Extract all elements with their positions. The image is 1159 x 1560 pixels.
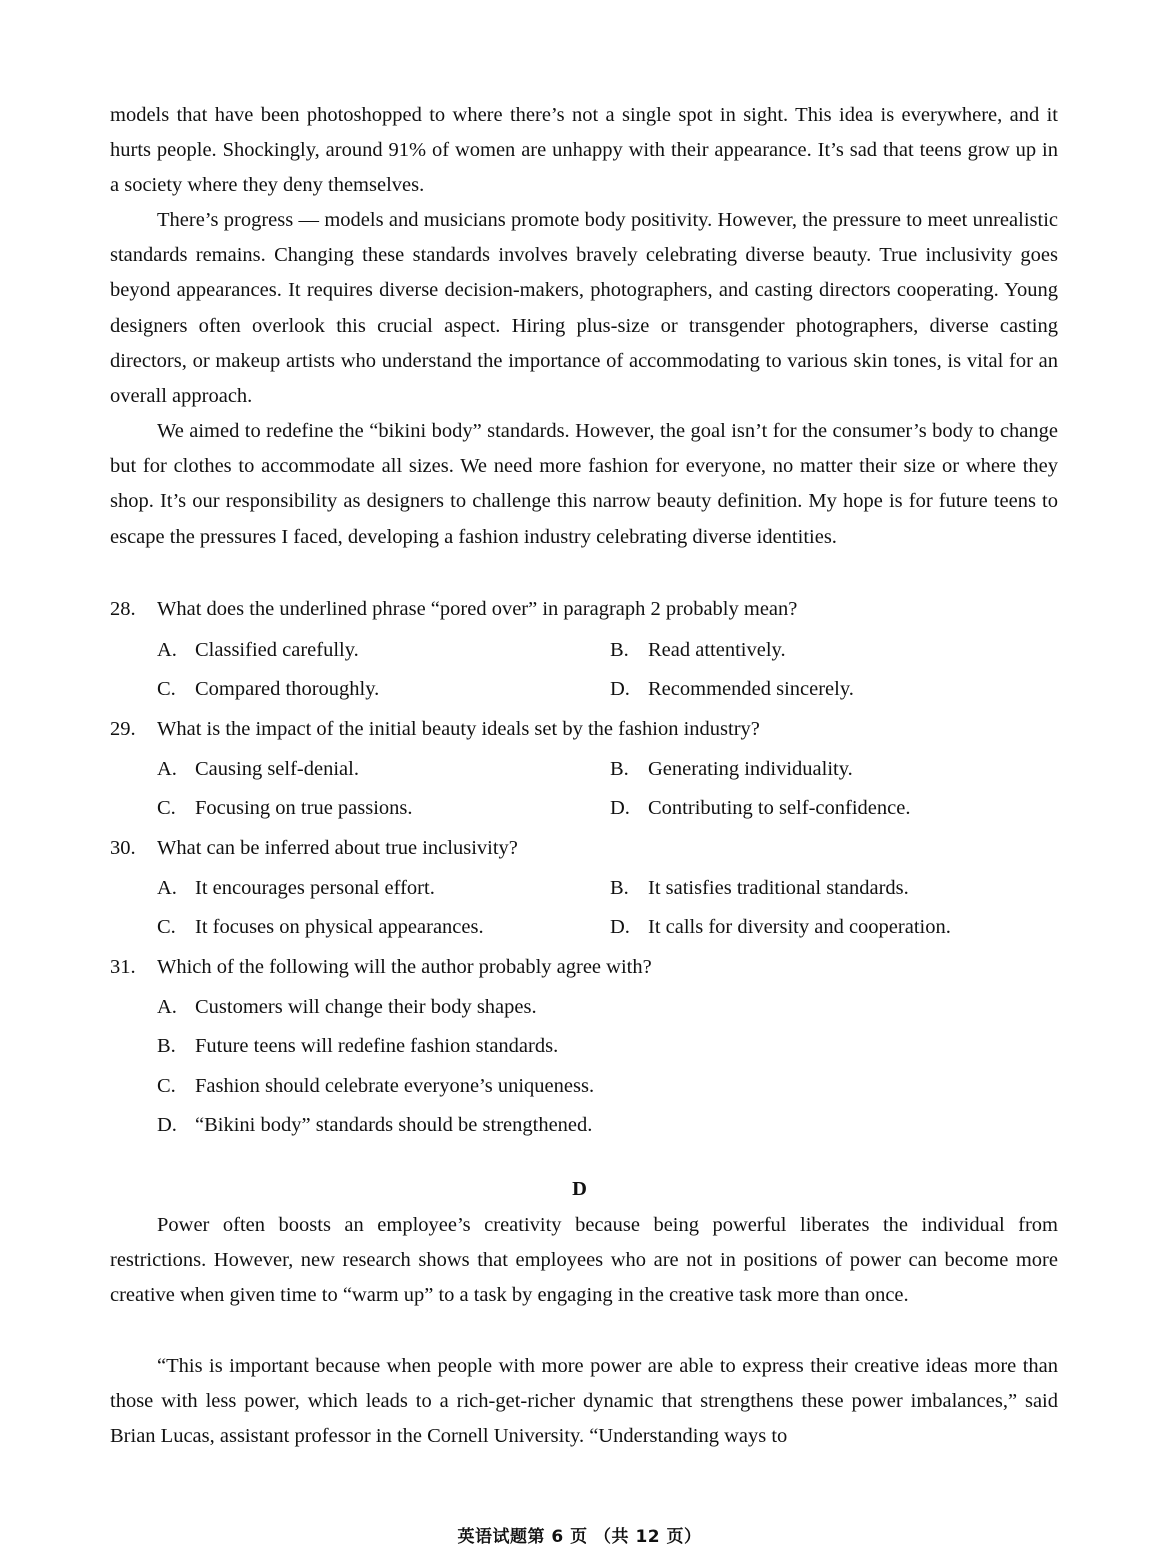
option-c[interactable]: [157, 1074, 594, 1098]
passage-c-paragraph-2: There’s progress — models and musicians promote body positivity. However, the pressure to meet unrealistic standards remains. Changing these standards involves bravely celebrating diverse beauty. True inclusivity goes beyond appearances. It requires diverse decision-makers, photographers, and casting directors cooperating. Young designers often overlook this crucial aspect. Hiring plus-size or transgender photographers, diverse casting directors, or makeup artists who understand the importance of accommodating to various skin tones, is vital for an overall approach.: [110, 209, 1058, 408]
option-letter: B.: [610, 877, 629, 899]
option-a[interactable]: [157, 638, 359, 662]
option-b[interactable]: [610, 757, 853, 781]
passage-c-paragraph-3: We aimed to redefine the “bikini body” standards. However, the goal isn’t for the consumer’s body to change but for clothes to accommodate all sizes. We need more fashion for everyone, no matter their size or where they shop. It’s our responsibility as designers to challenge this narrow beauty definition. My hope is for future teens to escape the pressures I faced, developing a fashion industry celebrating diverse identities.: [110, 420, 1058, 548]
option-text: Customers will change their body shapes.: [195, 996, 537, 1018]
page-footer: 英语试题第 6 页 （共 12 页）: [457, 1527, 702, 1547]
option-letter: D.: [610, 797, 630, 819]
option-text: Contributing to self-confidence.: [648, 797, 911, 819]
option-letter: C.: [157, 1075, 176, 1097]
question-number: 28.: [110, 598, 136, 620]
option-text: Read attentively.: [648, 639, 786, 661]
question-text: What does the underlined phrase “pored over” in paragraph 2 probably mean?: [157, 598, 798, 620]
option-letter: C.: [157, 797, 176, 819]
option-letter: D.: [157, 1114, 177, 1136]
option-text: Causing self-denial.: [195, 758, 359, 780]
option-a[interactable]: [157, 876, 435, 900]
option-b[interactable]: [610, 638, 786, 662]
option-text: Fashion should celebrate everyone’s uniqueness.: [195, 1075, 595, 1097]
option-a[interactable]: [157, 757, 359, 781]
option-d[interactable]: [610, 796, 910, 820]
option-c[interactable]: [157, 915, 484, 939]
option-text: Future teens will redefine fashion standards.: [195, 1035, 559, 1057]
option-text: It calls for diversity and cooperation.: [648, 916, 951, 938]
question-text: Which of the following will the author probably agree with?: [157, 956, 652, 978]
question-stem: [110, 597, 1058, 621]
option-letter: B.: [610, 639, 629, 661]
question-number: 29.: [110, 718, 136, 740]
option-text: It encourages personal effort.: [195, 877, 435, 899]
question-stem: [110, 955, 1058, 979]
option-text: “Bikini body” standards should be strengthened.: [195, 1114, 593, 1136]
option-b[interactable]: [610, 876, 909, 900]
option-d[interactable]: [610, 677, 854, 701]
option-letter: C.: [157, 678, 176, 700]
option-letter: A.: [157, 639, 177, 661]
option-text: Classified carefully.: [195, 639, 359, 661]
option-letter: B.: [157, 1035, 176, 1057]
question-stem: [110, 717, 1058, 741]
option-text: It satisfies traditional standards.: [648, 877, 909, 899]
question-number: 30.: [110, 837, 136, 859]
option-text: Recommended sincerely.: [648, 678, 854, 700]
question-number: 31.: [110, 956, 136, 978]
option-c[interactable]: [157, 796, 413, 820]
option-letter: A.: [157, 758, 177, 780]
option-c[interactable]: [157, 677, 379, 701]
option-text: It focuses on physical appearances.: [195, 916, 484, 938]
passage-d-paragraph-2: “This is important because when people with more power are able to express their creative ideas more than those with less power, which leads to a rich-get-richer dynamic that strengthens these power imbalances,” said Brian Lucas, assistant professor in the Cornell University. “Understanding ways to: [110, 1355, 1058, 1448]
option-text: Focusing on true passions.: [195, 797, 413, 819]
option-letter: D.: [610, 916, 630, 938]
option-d[interactable]: [157, 1113, 592, 1137]
passage-c-paragraph-1: models that have been photoshopped to where there’s not a single spot in sight. This idea is everywhere, and it hurts people. Shockingly, around 91% of women are unhappy with their appearance. It’s sad that teens grow up in a society where they deny themselves.: [110, 104, 1058, 197]
option-letter: A.: [157, 877, 177, 899]
section-title: D: [572, 1178, 587, 1200]
option-b[interactable]: [157, 1034, 558, 1058]
passage-d-paragraph-1: Power often boosts an employee’s creativity because being powerful liberates the individual from restrictions. However, new research shows that employees who are not in positions of power can become more creative when given time to “warm up” to a task by engaging in the creative task more than once.: [110, 1214, 1058, 1307]
question-text: What is the impact of the initial beauty ideals set by the fashion industry?: [157, 718, 760, 740]
question-stem: [110, 836, 1058, 860]
option-letter: B.: [610, 758, 629, 780]
option-text: Compared thoroughly.: [195, 678, 380, 700]
option-letter: A.: [157, 996, 177, 1018]
option-d[interactable]: [610, 915, 951, 939]
option-a[interactable]: [157, 995, 537, 1019]
option-text: Generating individuality.: [648, 758, 853, 780]
option-letter: D.: [610, 678, 630, 700]
option-letter: C.: [157, 916, 176, 938]
question-text: What can be inferred about true inclusivity?: [157, 837, 518, 859]
